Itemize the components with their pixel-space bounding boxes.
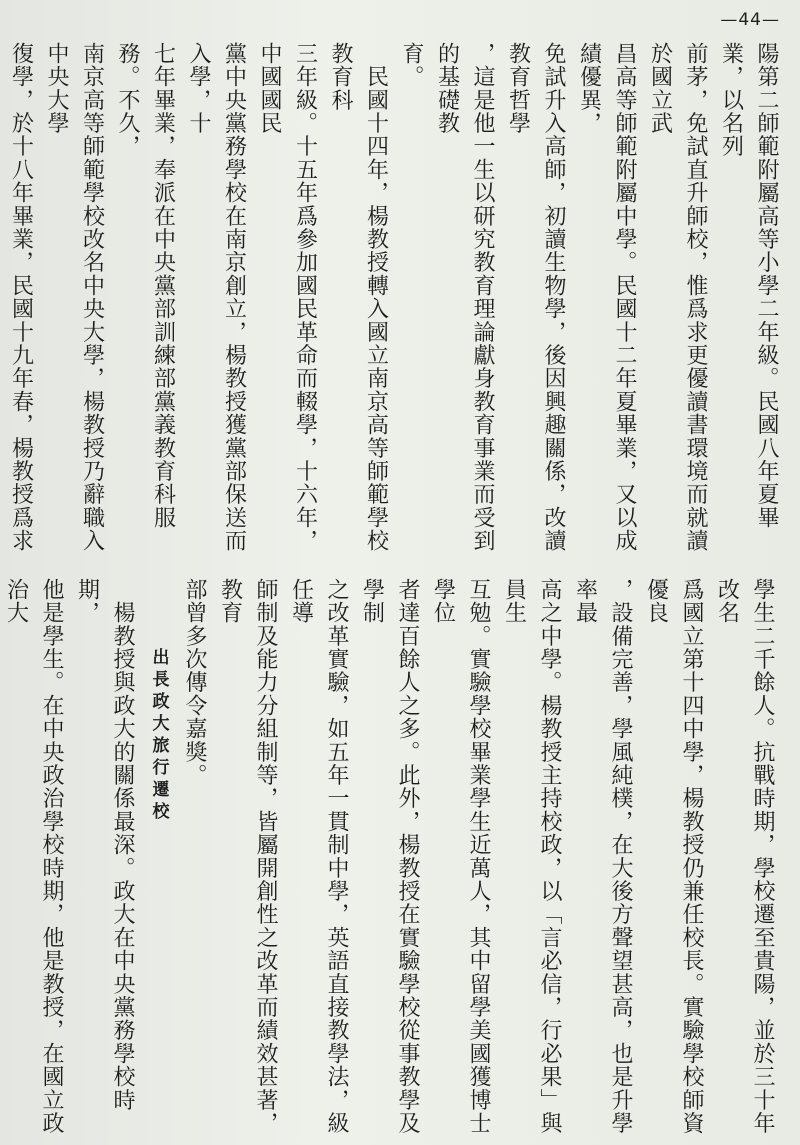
top-text-block: 陽第二師範附屬高等小學二年級。民國八年夏畢業，以名列 前茅，免試直升師校，惟爲求更優讀書環境而就讀於國立武 昌高等師範附屬中學。民國十二年夏畢業，又以成績優異， 免試升入高師，初讀生物學，後因興趣關係，改讀教育哲學 ，這是他一生以研究教育理論獻身教育事業而受到的基礎教 育。 民國十四年，楊教授轉入國立南京高等師範學校教育科 三年級。十五年爲參加國民革命而輟學，十六年，中國國民 黨中央黨務學校在南京創立，楊教授獲黨部保送而入學，十 七年畢業，奉派在中央黨部訓練部黨義教育科服務。不久， 南京高等師範學校改名中央大學，楊教授乃辭職入中央大學 復學，於十八年畢業，民國十九年春，楊教授爲求 xyxy=(8,42,779,553)
bottom-text-block xyxy=(3,578,780,1138)
section-heading: 出長政大旅行遷校 xyxy=(148,648,169,824)
bottom-paragraph-1: 學生二千餘人。抗戰時期，學校遷至貴陽，並於三十年改名 爲國立第十四中學，楊教授仍兼任校長。實驗學校師資優良 ，設備完善，學風純樸，在大後方聲望甚高，也是升學率最 高之中學。楊教授主持校政，以「言必信，行必果」與員生 互勉。實驗學校畢業學生近萬人，其中留學美國獲博士學位 者達百餘人之多。此外，楊教授在實驗學校從事教學及學制 之改革實驗，如五年一貫制中學，英語直接教學法，級任導 師制及能力分組制等，皆屬開創性之改革而績效甚著，教育 部曾多次傳令嘉獎。 xyxy=(182,578,775,1135)
bottom-paragraph-2: 楊教授與政大的關係最深。政大在中央黨務學校時期， 他是學生。在中央政治學校時期，他是教授，在國立政治大 xyxy=(3,578,135,1135)
page-number: —44— xyxy=(720,10,780,30)
